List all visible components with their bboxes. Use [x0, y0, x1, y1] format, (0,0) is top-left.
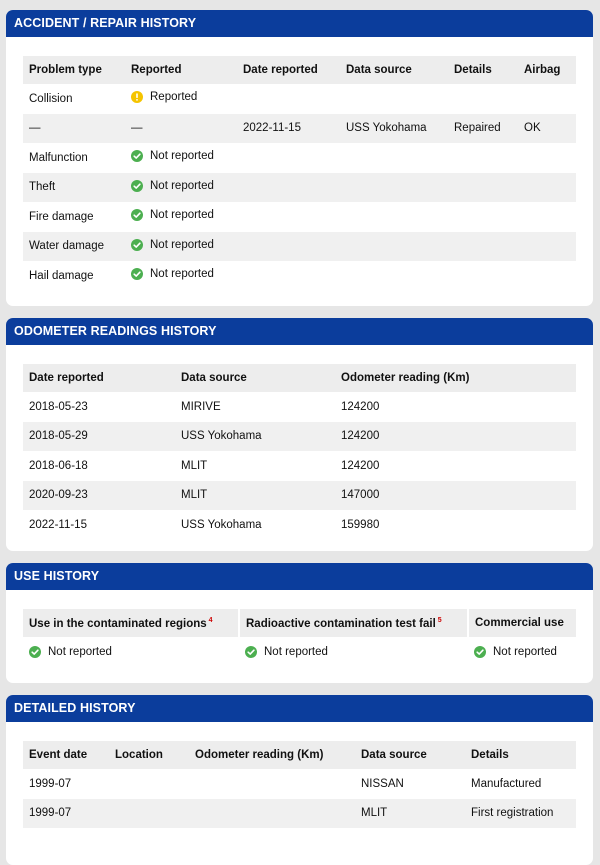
date-reported: 2018-05-23 [29, 400, 88, 413]
reported-text: Not reported [150, 179, 214, 192]
data-source [340, 143, 448, 173]
col-radioactive-test [239, 609, 468, 637]
date-reported: 2022-11-15 [237, 114, 340, 144]
reported-text: Not reported [150, 238, 214, 251]
status-text: Not reported [264, 646, 328, 659]
date-reported: 2018-06-18 [29, 459, 88, 472]
airbag: OK [518, 114, 576, 144]
odometer-card [6, 318, 593, 551]
col-contaminated-regions [23, 609, 239, 637]
airbag [518, 84, 576, 114]
details [448, 261, 518, 291]
col-data-source: Data source [175, 364, 335, 392]
airbag [518, 143, 576, 173]
reported-cell [125, 143, 237, 173]
reported-text: Not reported [150, 268, 214, 281]
date-reported: 2018-05-29 [23, 422, 175, 452]
details: Manufactured [471, 777, 542, 790]
col-date-reported: Date reported [23, 364, 175, 392]
accident-row-theft [23, 173, 576, 203]
contaminated-regions-value [23, 637, 239, 669]
col-date-reported: Date reported [237, 56, 340, 84]
accident-row-malfunction [23, 143, 576, 173]
detailed-row [23, 769, 576, 799]
use-history-table [23, 609, 576, 669]
odometer-reading: 159980 [341, 518, 380, 531]
accident-repair-title: ACCIDENT / REPAIR HISTORY [6, 10, 593, 37]
accident-row-collision [23, 84, 576, 114]
odometer-row [23, 392, 576, 422]
odometer-title: ODOMETER READINGS HISTORY [6, 318, 593, 345]
col-data-source: Data source [355, 741, 465, 769]
check-circle-icon [245, 646, 257, 658]
col-airbag: Airbag [518, 56, 576, 84]
odometer-reading: 124200 [341, 400, 380, 413]
odometer-row [23, 422, 576, 452]
data-source [340, 173, 448, 203]
detailed-history-table [23, 741, 576, 828]
reported-cell [125, 261, 237, 291]
detailed-history-title: DETAILED HISTORY [6, 695, 593, 722]
details [448, 202, 518, 232]
date-reported: 2022-11-15 [29, 518, 87, 531]
use-header-row [23, 609, 576, 637]
date-reported [237, 143, 340, 173]
event-date: 1999-07 [23, 799, 109, 829]
location [109, 769, 189, 799]
reported-text: Not reported [150, 209, 214, 222]
location [109, 799, 189, 829]
odometer-header-row [23, 364, 576, 392]
reported-cell: — [125, 114, 237, 144]
col-reported: Reported [125, 56, 237, 84]
check-circle-icon [29, 646, 41, 658]
radioactive-test-value [239, 637, 468, 669]
odometer-table [23, 364, 576, 540]
col-details: Details [448, 56, 518, 84]
col-commercial-use: Commercial use [468, 609, 576, 637]
col-odometer-reading: Odometer reading (Km) [335, 364, 576, 392]
accident-row-fire-damage [23, 202, 576, 232]
odometer-row [23, 451, 576, 481]
col-data-source: Data source [340, 56, 448, 84]
data-source: MLIT [181, 459, 208, 472]
accident-row-hail-damage [23, 261, 576, 291]
use-history-card [6, 563, 593, 683]
col-event-date: Event date [23, 741, 109, 769]
airbag [518, 202, 576, 232]
status-text: Not reported [493, 646, 557, 659]
problem-type: Theft [23, 173, 125, 203]
airbag [518, 173, 576, 203]
reported-text: Reported [150, 91, 198, 104]
data-source: MLIT [175, 481, 335, 511]
date-reported: 2020-09-23 [23, 481, 175, 511]
data-source [340, 232, 448, 262]
date-reported [237, 202, 340, 232]
commercial-use-value [468, 637, 576, 669]
details [448, 84, 518, 114]
accident-repair-card [6, 10, 593, 306]
problem-type: Water damage [23, 232, 125, 262]
warning-icon [131, 91, 143, 103]
event-date: 1999-07 [29, 777, 72, 790]
reported-cell [125, 84, 237, 114]
accident-table [23, 56, 576, 291]
status-text: Not reported [48, 646, 112, 659]
data-source: MIRIVE [181, 400, 221, 413]
contaminated-regions-label: Use in the contaminated regions [29, 617, 207, 630]
details [448, 173, 518, 203]
check-circle-icon [131, 268, 143, 280]
odometer-reading: 124200 [341, 459, 380, 472]
data-source: MLIT [355, 799, 465, 829]
detailed-row [23, 799, 576, 829]
details: First registration [465, 799, 576, 829]
odometer-reading [189, 769, 355, 799]
odometer-row [23, 481, 576, 511]
data-source [340, 84, 448, 114]
reported-cell [125, 202, 237, 232]
use-values-row [23, 637, 576, 669]
footnote-marker[interactable]: 5 [437, 616, 442, 624]
col-problem-type: Problem type [23, 56, 125, 84]
problem-type: — [23, 114, 125, 144]
details [448, 143, 518, 173]
radioactive-test-label: Radioactive contamination test fail [246, 617, 436, 630]
footnote-marker[interactable]: 4 [208, 616, 213, 624]
airbag [518, 261, 576, 291]
check-circle-icon [474, 646, 486, 658]
check-circle-icon [131, 150, 143, 162]
data-source [340, 202, 448, 232]
odometer-reading: 124200 [335, 422, 576, 452]
odometer-row [23, 510, 576, 540]
data-source [340, 261, 448, 291]
accident-header-row [23, 56, 576, 84]
col-location: Location [109, 741, 189, 769]
col-odometer-reading: Odometer reading (Km) [189, 741, 355, 769]
date-reported [237, 173, 340, 203]
date-reported [237, 84, 340, 114]
reported-cell [125, 232, 237, 262]
detailed-history-card [6, 695, 593, 865]
data-source: USS Yokohama [175, 422, 335, 452]
data-source: NISSAN [361, 777, 404, 790]
problem-type: Fire damage [29, 210, 94, 223]
reported-text: Not reported [150, 150, 214, 163]
check-circle-icon [131, 209, 143, 221]
accident-row-water-damage [23, 232, 576, 262]
odometer-reading [189, 799, 355, 829]
check-circle-icon [131, 239, 143, 251]
problem-type: Hail damage [29, 269, 94, 282]
use-history-title: USE HISTORY [6, 563, 593, 590]
airbag [518, 232, 576, 262]
col-details: Details [465, 741, 576, 769]
date-reported [237, 232, 340, 262]
reported-cell [125, 173, 237, 203]
accident-row-collision-detail [23, 114, 576, 144]
problem-type: Malfunction [29, 151, 88, 164]
details: Repaired [448, 114, 518, 144]
odometer-reading: 147000 [335, 481, 576, 511]
data-source: USS Yokohama [181, 518, 262, 531]
date-reported [237, 261, 340, 291]
check-circle-icon [131, 180, 143, 192]
problem-type: Collision [29, 92, 73, 105]
data-source: USS Yokohama [340, 114, 448, 144]
detailed-header-row [23, 741, 576, 769]
details [448, 232, 518, 262]
